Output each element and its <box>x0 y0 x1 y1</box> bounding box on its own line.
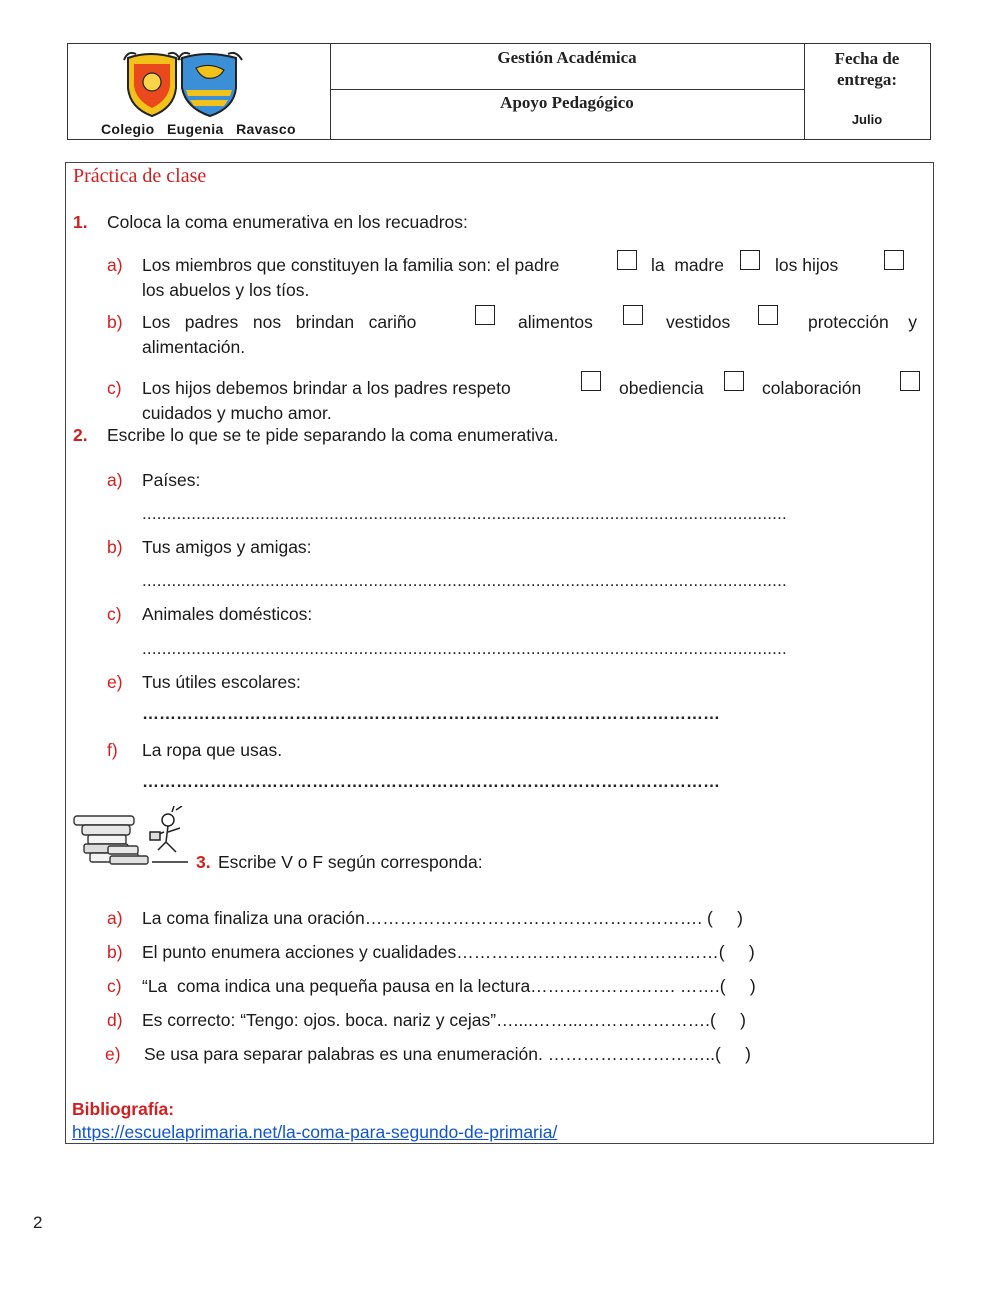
q2c-label: Animales domésticos: <box>142 604 313 624</box>
school-name: Colegio Eugenia Ravasco <box>101 121 296 137</box>
q2f-letter: f) <box>107 740 118 760</box>
q2-number: 2. <box>73 425 88 445</box>
q1a-comma-box-3[interactable] <box>884 250 904 270</box>
fecha-entrega-label: Fecha de entrega: <box>834 49 900 89</box>
q2-instruction: Escribe lo que se te pide separando la coma enumerativa. <box>107 425 559 445</box>
q1a-text-part1: Los miembros que constituyen la familia son: el padre <box>142 255 560 275</box>
q1c-text-part3: colaboración <box>762 378 862 398</box>
q1c-letter: c) <box>107 378 122 398</box>
header-table <box>67 43 931 140</box>
header-logo-cell <box>68 44 331 139</box>
q2e-answer-line[interactable]: ………………………………………………………………………………………… <box>142 704 720 723</box>
gestion-academica-label: Gestión Académica <box>497 48 637 67</box>
q1b-text-line2: alimentación. <box>142 337 246 357</box>
q1b-text-part2: alimentos <box>518 312 593 332</box>
q2b-answer-line[interactable]: ................................................................................................................................... <box>142 571 787 590</box>
q3c-letter: c) <box>107 976 122 996</box>
fecha-entrega-value: Julio <box>851 112 883 127</box>
q2f-answer-line[interactable]: ………………………………………………………………………………………… <box>142 772 720 791</box>
q1b-comma-box-3[interactable] <box>758 305 778 325</box>
q2a-letter: a) <box>107 470 123 490</box>
q2e-label: Tus útiles escolares: <box>142 672 301 692</box>
q1b-letter: b) <box>107 312 123 332</box>
q2a-answer-line[interactable]: ................................................................................................................................... <box>142 504 787 523</box>
q1b-text-part4: protección y <box>808 312 917 332</box>
q3d-statement[interactable]: Es correcto: “Tengo: ojos. boca. nariz y cejas”…....……...………………….( ) <box>142 1010 746 1030</box>
q1a-text-part3: los hijos <box>775 255 839 275</box>
q3b-letter: b) <box>107 942 123 962</box>
q1c-comma-box-1[interactable] <box>581 371 601 391</box>
q1c-text-part1: Los hijos debemos brindar a los padres respeto <box>142 378 511 398</box>
q2c-letter: c) <box>107 604 122 624</box>
q1a-text-line2: los abuelos y los tíos. <box>142 280 310 300</box>
q1c-comma-box-3[interactable] <box>900 371 920 391</box>
q3e-letter: e) <box>105 1044 121 1064</box>
bibliography-label: Bibliografía: <box>72 1099 175 1119</box>
header-date-cell <box>804 44 930 139</box>
books-reader-illustration <box>72 806 194 868</box>
q1a-text-part2: la madre <box>651 255 724 275</box>
school-crest-logo <box>120 48 246 120</box>
q2f-label: La ropa que usas. <box>142 740 283 760</box>
apoyo-pedagogico-label: Apoyo Pedagógico <box>500 93 634 112</box>
header-divider <box>330 89 804 90</box>
q1b-text-part1: Los padres nos brindan cariño <box>142 312 417 332</box>
q1a-letter: a) <box>107 255 123 275</box>
q3a-letter: a) <box>107 908 123 928</box>
q3d-letter: d) <box>107 1010 123 1030</box>
header-middle-cell <box>330 44 805 139</box>
q1c-text-line2: cuidados y mucho amor. <box>142 403 332 423</box>
q1b-comma-box-1[interactable] <box>475 305 495 325</box>
q2c-answer-line[interactable]: ................................................................................................................................... <box>142 639 787 658</box>
q3e-statement[interactable]: Se usa para separar palabras es una enumeración. ………………………..( ) <box>144 1044 751 1064</box>
q1b-comma-box-2[interactable] <box>623 305 643 325</box>
q1a-comma-box-1[interactable] <box>617 250 637 270</box>
q1-number: 1. <box>73 212 88 232</box>
q3a-statement[interactable]: La coma finaliza una oración…………………………………………………. ( ) <box>142 908 743 928</box>
page-number: 2 <box>33 1213 43 1232</box>
section-title: Práctica de clase <box>73 165 207 187</box>
q3-number: 3. <box>196 852 211 872</box>
q1c-text-part2: obediencia <box>619 378 704 398</box>
q2e-letter: e) <box>107 672 123 692</box>
q2b-label: Tus amigos y amigas: <box>142 537 312 557</box>
q1a-comma-box-2[interactable] <box>740 250 760 270</box>
q1c-comma-box-2[interactable] <box>724 371 744 391</box>
q1-instruction: Coloca la coma enumerativa en los recuadros: <box>107 212 468 232</box>
q3c-statement[interactable]: “La coma indica una pequeña pausa en la lectura……………………. …….( ) <box>142 976 756 996</box>
q2a-label: Países: <box>142 470 201 490</box>
q1b-text-part3: vestidos <box>666 312 731 332</box>
bibliography-link[interactable]: https://escuelaprimaria.net/la-coma-para-segundo-de-primaria/ <box>72 1122 558 1142</box>
q2b-letter: b) <box>107 537 123 557</box>
q3b-statement[interactable]: El punto enumera acciones y cualidades………………………………………( ) <box>142 942 755 962</box>
q3-instruction: Escribe V o F según corresponda: <box>218 852 483 872</box>
